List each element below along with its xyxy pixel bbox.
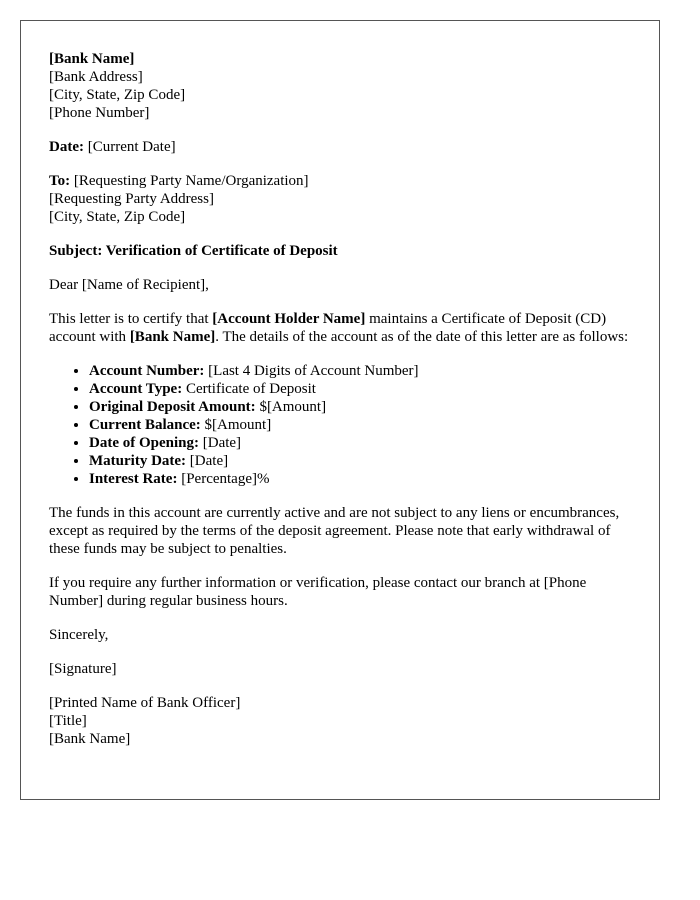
sender-city-state-zip: [City, State, Zip Code] xyxy=(49,87,186,103)
detail-value: Certificate of Deposit xyxy=(182,381,316,397)
detail-value: [Last 4 Digits of Account Number] xyxy=(204,363,419,379)
sender-bank-name: [Bank Name] xyxy=(49,51,135,67)
intro-text-3: . The details of the account as of the date of this letter are as follows: xyxy=(215,329,629,345)
closing: Sincerely, xyxy=(49,627,109,643)
detail-date-of-opening xyxy=(89,434,631,452)
contact-paragraph: If you require any further information or verification, please contact our branch at [Phone Number] during regular business hours. xyxy=(49,575,587,609)
detail-label: Maturity Date: xyxy=(89,453,187,469)
detail-maturity-date xyxy=(89,452,631,470)
recipient-name: [Requesting Party Name/Organization] xyxy=(73,173,309,189)
funds-paragraph: The funds in this account are currently active and are not subject to any liens or encumbrances, except as required by the terms of the deposit agreement. Please note that early withdrawal of these funds may be subject to penalties. xyxy=(49,505,620,557)
detail-label: Current Balance: xyxy=(89,417,201,433)
recipient-label: To: xyxy=(49,173,71,189)
detail-value: $[Amount] xyxy=(200,417,272,433)
account-holder-name: [Account Holder Name] xyxy=(212,311,366,327)
detail-value: [Percentage]% xyxy=(177,471,270,487)
detail-original-deposit xyxy=(89,398,631,416)
intro-text-1: This letter is to certify that xyxy=(49,311,213,327)
detail-label: Account Type: xyxy=(89,381,183,397)
detail-account-number xyxy=(89,362,631,380)
detail-current-balance xyxy=(89,416,631,434)
officer-bank-name: [Bank Name] xyxy=(49,731,131,747)
detail-value: [Date] xyxy=(199,435,242,451)
salutation: Dear [Name of Recipient], xyxy=(49,277,209,293)
recipient-city-state-zip: [City, State, Zip Code] xyxy=(49,209,186,225)
sender-phone: [Phone Number] xyxy=(49,105,150,121)
detail-value: [Date] xyxy=(186,453,229,469)
detail-account-type xyxy=(89,380,631,398)
detail-label: Date of Opening: xyxy=(89,435,199,451)
intro-bank-name: [Bank Name] xyxy=(129,329,216,345)
detail-value: $[Amount] xyxy=(255,399,327,415)
intro-paragraph xyxy=(49,310,631,346)
recipient-block xyxy=(49,172,631,226)
subject-line xyxy=(49,242,631,260)
detail-label: Account Number: xyxy=(89,363,205,379)
officer-name: [Printed Name of Bank Officer] xyxy=(49,695,241,711)
officer-title: [Title] xyxy=(49,713,87,729)
sender-address: [Bank Address] xyxy=(49,69,143,85)
date-line xyxy=(49,138,631,156)
sender-block xyxy=(49,50,631,122)
intro-text-2: maintains a Certificate of Deposit (CD) account with xyxy=(49,311,607,345)
recipient-address: [Requesting Party Address] xyxy=(49,191,214,207)
date-value: [Current Date] xyxy=(87,139,176,155)
detail-label: Original Deposit Amount: xyxy=(89,399,256,415)
detail-label: Interest Rate: xyxy=(89,471,178,487)
officer-block xyxy=(49,694,631,748)
verification-letter xyxy=(20,20,660,800)
account-details-list xyxy=(49,362,631,488)
date-label: Date: xyxy=(49,139,84,155)
subject-text: Subject: Verification of Certificate of Deposit xyxy=(49,243,338,259)
detail-interest-rate xyxy=(89,470,631,488)
signature-placeholder: [Signature] xyxy=(49,661,117,677)
